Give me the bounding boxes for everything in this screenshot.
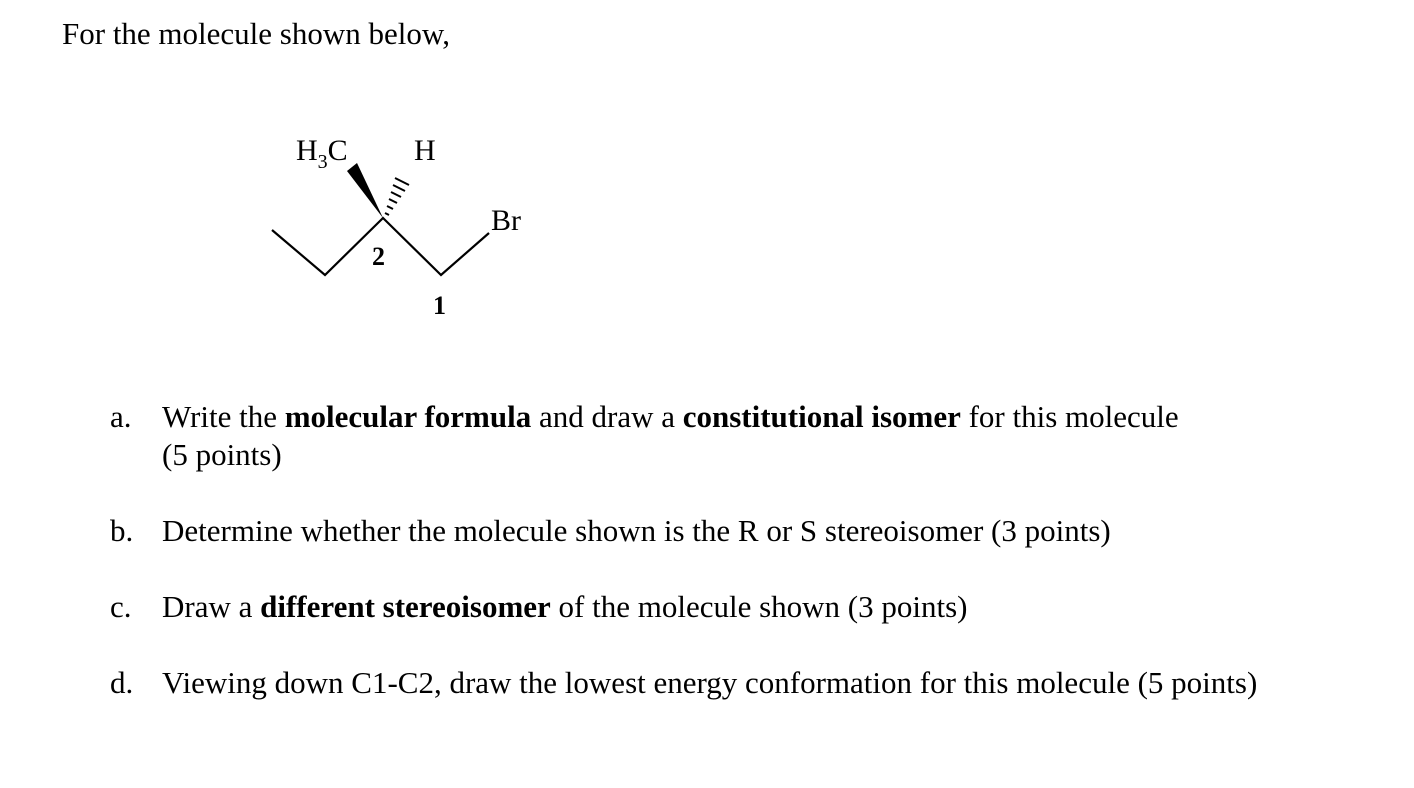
- question-letter: d.: [110, 665, 134, 700]
- question-body: [162, 398, 1179, 474]
- question-letter: b.: [110, 513, 134, 548]
- question-line-1: Write the molecular formula and draw a constitutional isomer for this molecule: [162, 399, 1179, 434]
- hashed-bond: [385, 178, 409, 215]
- bromine-label: Br: [491, 204, 521, 237]
- question-body: Viewing down C1-C2, draw the lowest energy conformation for this molecule (5 points): [162, 665, 1258, 700]
- question-body: Determine whether the molecule shown is the R or S stereoisomer (3 points): [162, 513, 1111, 548]
- wedge-bond: [347, 163, 383, 218]
- question-line-2: (5 points): [162, 437, 282, 472]
- hydrogen-label: H: [414, 134, 436, 167]
- question-body: Draw a different stereoisomer of the molecule shown (3 points): [162, 589, 968, 624]
- intro-text: For the molecule shown below,: [62, 16, 450, 51]
- question-letter: c.: [110, 589, 132, 624]
- carbon-1-label: 1: [433, 291, 446, 320]
- methyl-label: $H_3C$: [296, 134, 348, 173]
- carbon-2-label: 2: [372, 242, 385, 271]
- question-letter: a.: [110, 399, 132, 434]
